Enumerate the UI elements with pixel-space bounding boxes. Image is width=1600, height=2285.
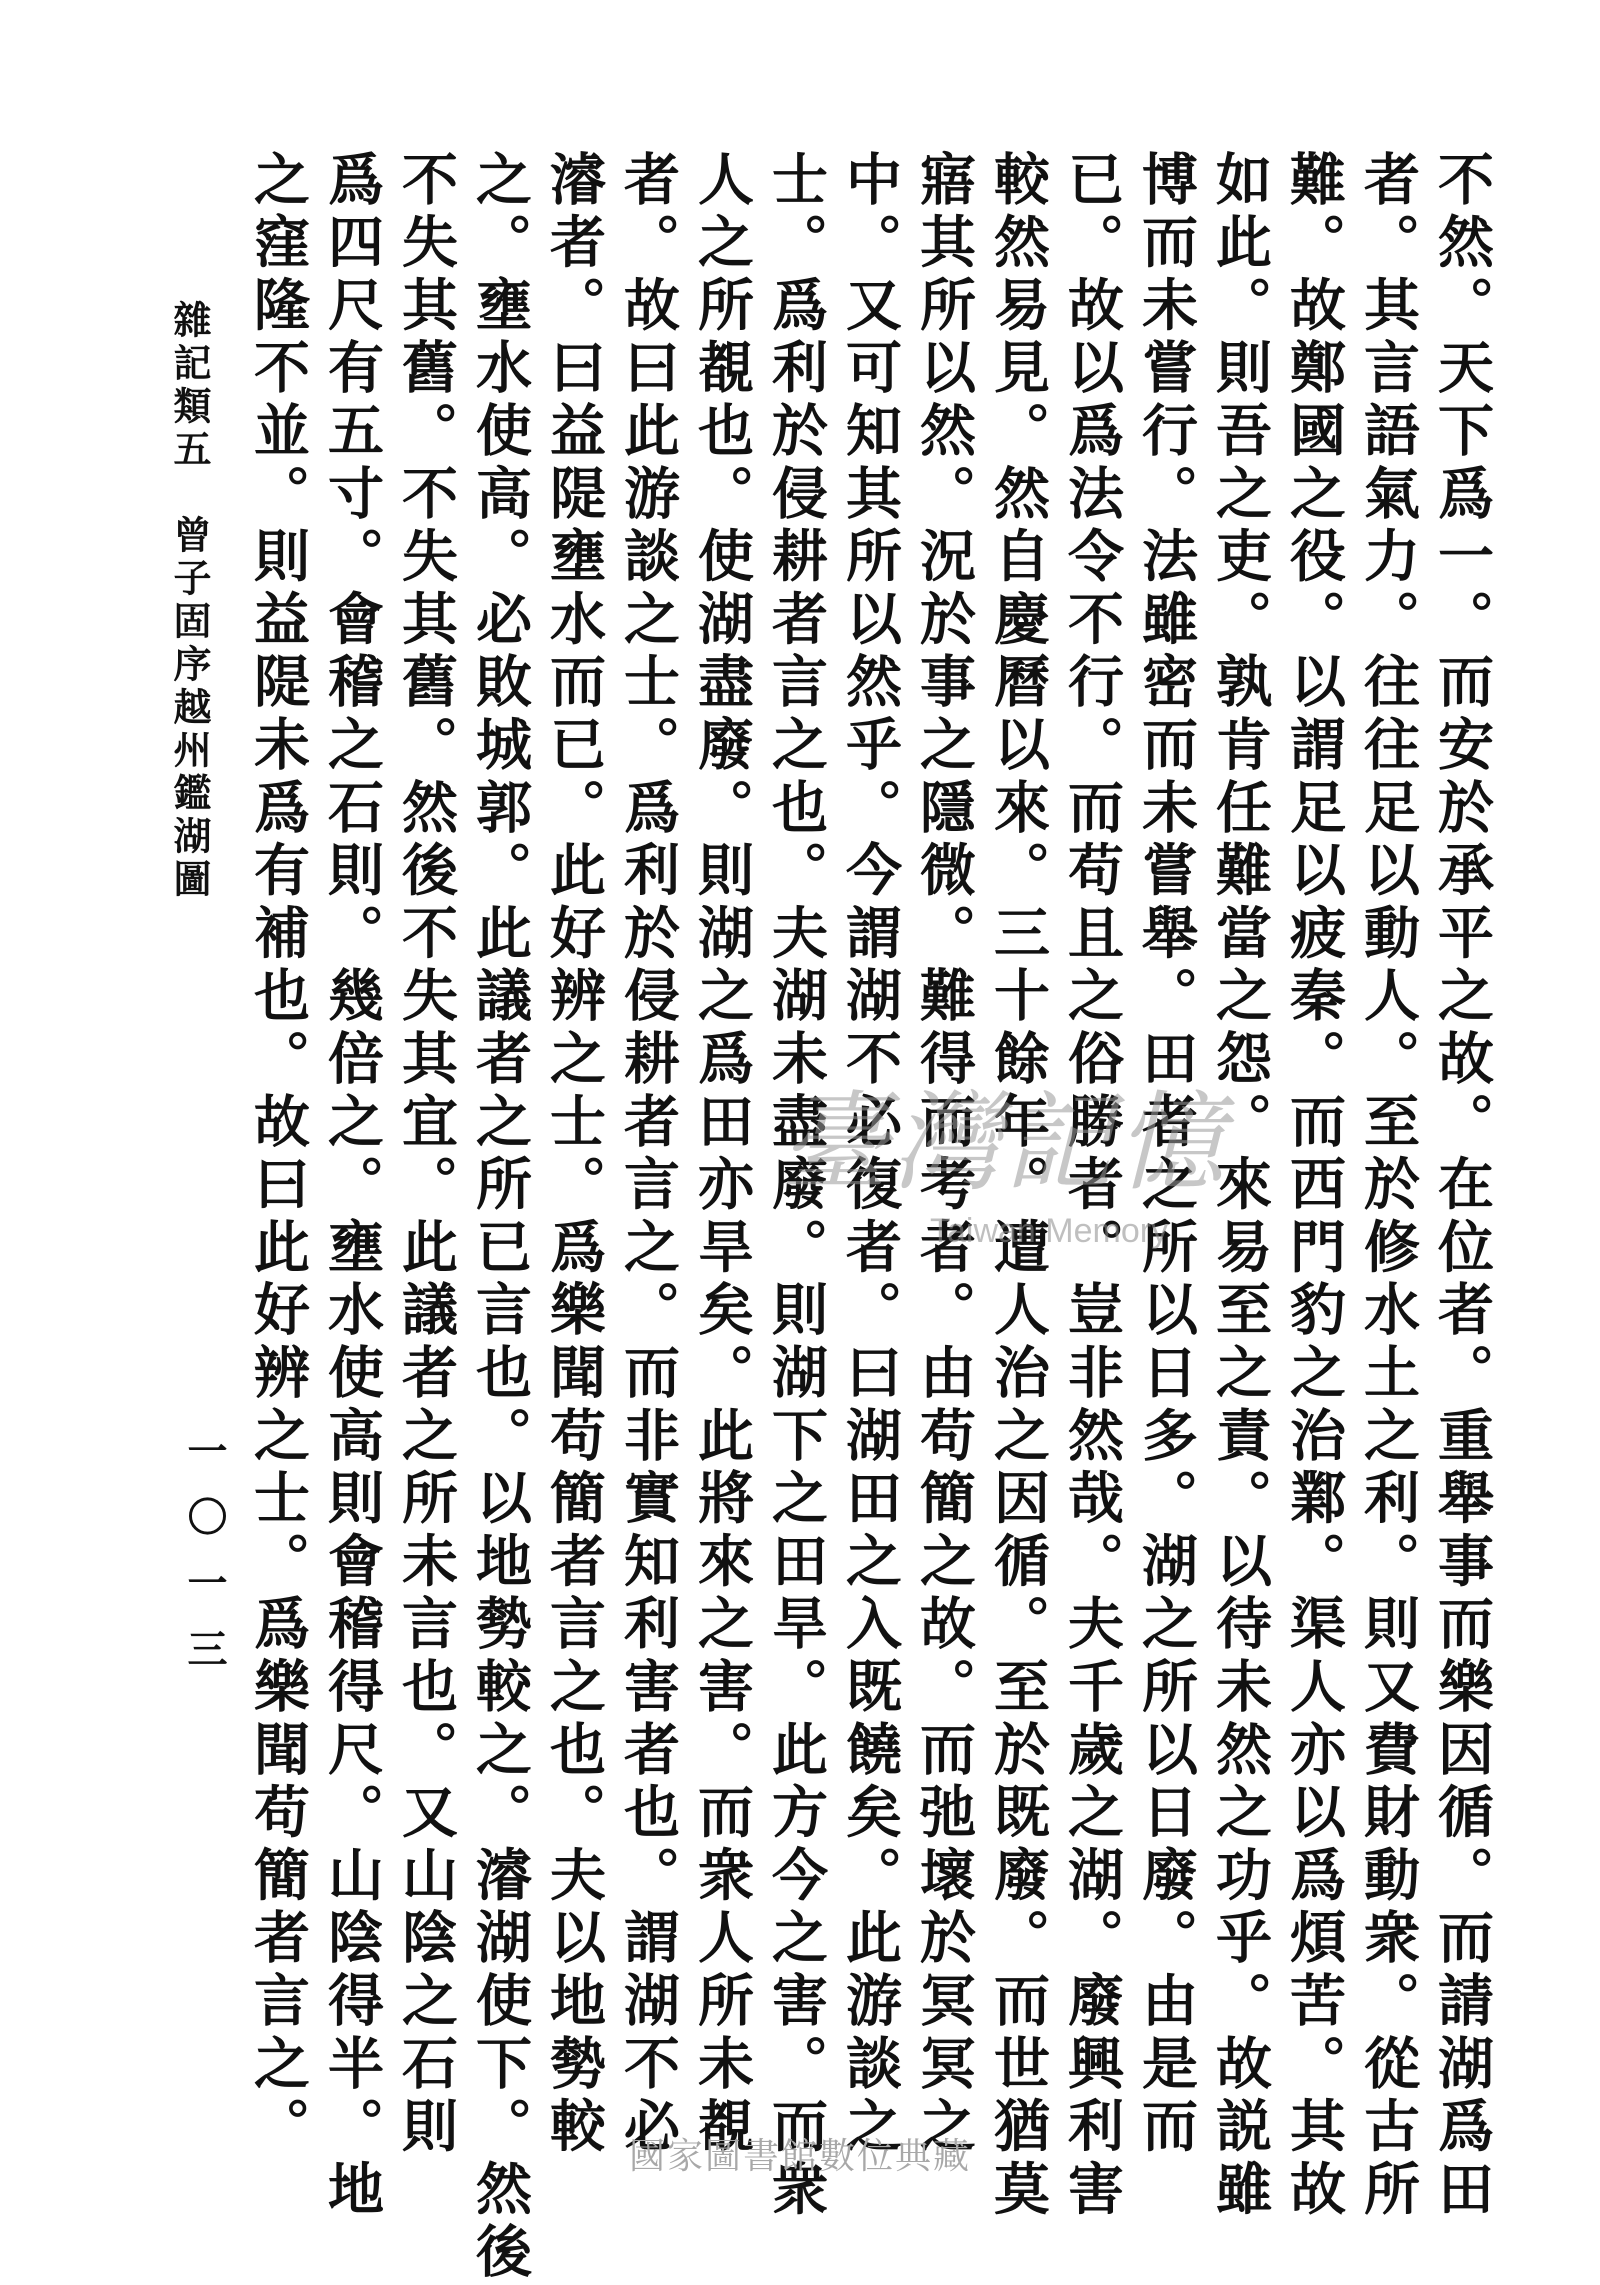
text-column: 已。故以爲法令不行。而苟且之俗勝者。豈非然哉。夫千歲之湖。廢興利害 — [1059, 150, 1125, 2223]
watermark — [780, 1081, 1300, 1270]
watermark-chinese: 臺灣記憶 — [780, 1081, 1229, 1206]
text-column: 者。其言語氣力。往往足以動人。至於修水土之利。則又費財動衆。從古所 — [1355, 150, 1421, 2223]
page-number: 一〇一三 — [181, 1430, 228, 1694]
text-column: 者。故曰此游談之士。爲利於侵耕者言之。而非實知利害者也。謂湖不必 — [615, 150, 681, 2160]
text-column: 之窪隆不並。則益隄未爲有補也。故曰此好辨之士。爲樂聞苟簡者言之。 — [245, 150, 311, 2160]
text-column: 中。又可知其所以然乎。今謂湖不必復者。曰湖田之入既饒矣。此游談之 — [837, 150, 903, 2160]
text-column: 較然易見。然自慶曆以來。三十餘年。遭人治之因循。至於既廢。而世猶莫 — [985, 150, 1051, 2223]
watermark-english: Taiwan Memory — [930, 1212, 1169, 1250]
text-column: 博而未嘗行。法雖密而未嘗舉。田者之所以日多。湖之所以日廢。由是而 — [1133, 150, 1199, 2160]
footer-credit: 國家圖書館數位典藏 — [628, 2136, 971, 2177]
text-column: 士。爲利於侵耕者言之也。夫湖未盡廢。則湖下之田旱。此方今之害。而衆 — [763, 150, 829, 2223]
text-column: 不然。天下爲一。而安於承平之故。在位者。重舉事而樂因循。而請湖爲田 — [1429, 150, 1495, 2223]
text-column: 人之所覩也。使湖盡廢。則湖之爲田亦旱矣。此將來之害。而衆人所未覩 — [689, 150, 755, 2160]
margin-title: 雜記類五 曾子固序越州鑑湖圖 — [167, 300, 212, 902]
text-column: 爲四尺有五寸。會稽之石則。幾倍之。壅水使高則會稽得尺。山陰得半。地 — [319, 150, 385, 2223]
text-column: 不失其舊。不失其舊。然後不失其宜。此議者之所未言也。又山陰之石則 — [393, 150, 459, 2160]
text-column: 難。故鄭國之役。以謂足以疲秦。而西門豹之治鄴。渠人亦以爲煩苦。其故 — [1281, 150, 1347, 2223]
text-column: 寤其所以然。況於事之隱微。難得而考者。由苟簡之故。而弛壞於冥冥之 — [911, 150, 977, 2160]
text-column: 之。壅水使高。必敗城郭。此議者之所已言也。以地勢較之。濬湖使下。然後 — [467, 150, 533, 2285]
text-column: 如此。則吾之吏。孰肯任難當之怨。來易至之責。以待未然之功乎。故説雖 — [1207, 150, 1273, 2223]
text-column: 濬者。曰益隄壅水而已。此好辨之士。爲樂聞苟簡者言之也。夫以地勢較 — [541, 150, 607, 2160]
